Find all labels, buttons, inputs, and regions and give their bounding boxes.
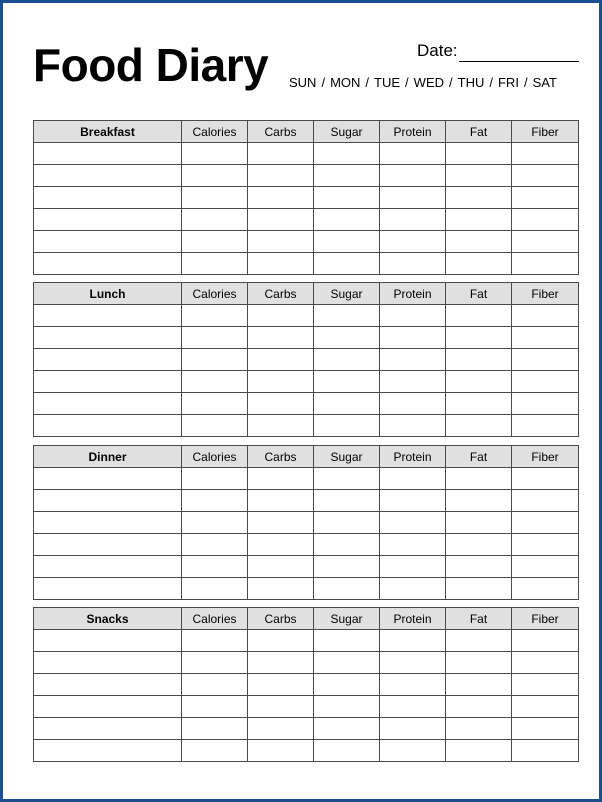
- breakfast-heading: Breakfast: [34, 121, 182, 143]
- food-entry-cell[interactable]: [34, 415, 182, 437]
- nutrient-entry-cell[interactable]: [314, 187, 380, 209]
- food-entry-cell[interactable]: [34, 652, 182, 674]
- column-header-carbs: Carbs: [248, 446, 314, 468]
- nutrient-entry-cell[interactable]: [446, 349, 512, 371]
- food-entry-cell[interactable]: [34, 534, 182, 556]
- nutrient-entry-cell[interactable]: [446, 187, 512, 209]
- nutrient-entry-cell[interactable]: [380, 740, 446, 762]
- nutrient-entry-cell[interactable]: [512, 393, 579, 415]
- nutrient-entry-cell[interactable]: [314, 674, 380, 696]
- nutrient-entry-cell[interactable]: [248, 578, 314, 600]
- nutrient-entry-cell[interactable]: [314, 371, 380, 393]
- nutrient-entry-cell[interactable]: [380, 415, 446, 437]
- nutrient-entry-cell[interactable]: [314, 327, 380, 349]
- table-row: [34, 231, 579, 253]
- nutrient-entry-cell[interactable]: [380, 253, 446, 275]
- nutrient-entry-cell[interactable]: [314, 143, 380, 165]
- nutrient-entry-cell[interactable]: [512, 209, 579, 231]
- table-row: [34, 556, 579, 578]
- nutrient-entry-cell[interactable]: [446, 253, 512, 275]
- nutrient-entry-cell[interactable]: [512, 468, 579, 490]
- nutrient-entry-cell[interactable]: [380, 468, 446, 490]
- nutrient-entry-cell[interactable]: [512, 556, 579, 578]
- nutrient-entry-cell[interactable]: [512, 534, 579, 556]
- date-write-line[interactable]: [459, 61, 579, 62]
- nutrient-entry-cell[interactable]: [512, 165, 579, 187]
- nutrient-entry-cell[interactable]: [248, 231, 314, 253]
- table-row: [34, 327, 579, 349]
- nutrient-entry-cell[interactable]: [182, 187, 248, 209]
- nutrient-entry-cell[interactable]: [380, 718, 446, 740]
- column-header-fiber: Fiber: [512, 608, 579, 630]
- table-row: [34, 187, 579, 209]
- table-row: [34, 718, 579, 740]
- table-row: [34, 696, 579, 718]
- nutrient-entry-cell[interactable]: [446, 630, 512, 652]
- nutrient-entry-cell[interactable]: [446, 652, 512, 674]
- nutrient-entry-cell[interactable]: [446, 415, 512, 437]
- food-entry-cell[interactable]: [34, 718, 182, 740]
- nutrient-entry-cell[interactable]: [248, 534, 314, 556]
- nutrient-entry-cell[interactable]: [380, 652, 446, 674]
- column-header-carbs: Carbs: [248, 283, 314, 305]
- table-row: [34, 630, 579, 652]
- column-header-calories: Calories: [182, 446, 248, 468]
- nutrient-entry-cell[interactable]: [182, 630, 248, 652]
- food-entry-cell[interactable]: [34, 209, 182, 231]
- nutrient-entry-cell[interactable]: [182, 696, 248, 718]
- nutrient-entry-cell[interactable]: [314, 253, 380, 275]
- nutrient-entry-cell[interactable]: [512, 253, 579, 275]
- day-separator: /: [365, 75, 370, 90]
- lunch-header-row: [34, 283, 579, 305]
- nutrient-entry-cell[interactable]: [182, 578, 248, 600]
- table-row: [34, 143, 579, 165]
- column-header-protein: Protein: [380, 446, 446, 468]
- nutrient-entry-cell[interactable]: [182, 143, 248, 165]
- food-entry-cell[interactable]: [34, 740, 182, 762]
- table-row: [34, 371, 579, 393]
- nutrient-entry-cell[interactable]: [182, 534, 248, 556]
- table-row: [34, 209, 579, 231]
- nutrient-entry-cell[interactable]: [446, 468, 512, 490]
- table-row: [34, 393, 579, 415]
- day-option-thu[interactable]: THU: [457, 75, 485, 90]
- nutrient-entry-cell[interactable]: [380, 556, 446, 578]
- column-header-sugar: Sugar: [314, 121, 380, 143]
- nutrient-entry-cell[interactable]: [380, 231, 446, 253]
- nutrient-entry-cell[interactable]: [512, 143, 579, 165]
- nutrient-entry-cell[interactable]: [314, 165, 380, 187]
- nutrient-entry-cell[interactable]: [512, 740, 579, 762]
- nutrient-entry-cell[interactable]: [512, 652, 579, 674]
- breakfast-table: [33, 120, 579, 275]
- nutrient-entry-cell[interactable]: [248, 165, 314, 187]
- nutrient-entry-cell[interactable]: [380, 165, 446, 187]
- nutrient-entry-cell[interactable]: [182, 740, 248, 762]
- nutrient-entry-cell[interactable]: [248, 674, 314, 696]
- nutrient-entry-cell[interactable]: [446, 512, 512, 534]
- table-row: [34, 305, 579, 327]
- day-option-tue[interactable]: TUE: [374, 75, 401, 90]
- food-entry-cell[interactable]: [34, 512, 182, 534]
- nutrient-entry-cell[interactable]: [446, 696, 512, 718]
- food-entry-cell[interactable]: [34, 468, 182, 490]
- column-header-fiber: Fiber: [512, 446, 579, 468]
- dinner-header-row: [34, 446, 579, 468]
- nutrient-entry-cell[interactable]: [314, 630, 380, 652]
- column-header-carbs: Carbs: [248, 608, 314, 630]
- nutrient-entry-cell[interactable]: [182, 253, 248, 275]
- nutrient-entry-cell[interactable]: [380, 674, 446, 696]
- column-header-fat: Fat: [446, 608, 512, 630]
- nutrient-entry-cell[interactable]: [446, 165, 512, 187]
- nutrient-entry-cell[interactable]: [182, 652, 248, 674]
- food-entry-cell[interactable]: [34, 143, 182, 165]
- food-entry-cell[interactable]: [34, 696, 182, 718]
- nutrient-entry-cell[interactable]: [248, 371, 314, 393]
- nutrient-entry-cell[interactable]: [512, 231, 579, 253]
- column-header-fat: Fat: [446, 283, 512, 305]
- day-separator: /: [449, 75, 453, 90]
- nutrient-entry-cell[interactable]: [182, 209, 248, 231]
- day-option-wed[interactable]: WED: [413, 75, 445, 90]
- nutrient-entry-cell[interactable]: [182, 327, 248, 349]
- nutrient-entry-cell[interactable]: [248, 305, 314, 327]
- column-header-fiber: Fiber: [512, 283, 579, 305]
- day-option-mon[interactable]: MON: [330, 75, 361, 90]
- nutrient-entry-cell[interactable]: [512, 371, 579, 393]
- column-header-protein: Protein: [380, 283, 446, 305]
- dinner-heading: Dinner: [34, 446, 182, 468]
- nutrient-entry-cell[interactable]: [380, 371, 446, 393]
- food-entry-cell[interactable]: [34, 393, 182, 415]
- column-header-calories: Calories: [182, 283, 248, 305]
- column-header-sugar: Sugar: [314, 283, 380, 305]
- nutrient-entry-cell[interactable]: [314, 393, 380, 415]
- food-entry-cell[interactable]: [34, 490, 182, 512]
- snacks-heading: Snacks: [34, 608, 182, 630]
- nutrient-entry-cell[interactable]: [446, 209, 512, 231]
- nutrient-entry-cell[interactable]: [314, 209, 380, 231]
- nutrient-entry-cell[interactable]: [182, 165, 248, 187]
- nutrient-entry-cell[interactable]: [182, 305, 248, 327]
- nutrient-entry-cell[interactable]: [314, 556, 380, 578]
- nutrient-entry-cell[interactable]: [380, 349, 446, 371]
- nutrient-entry-cell[interactable]: [182, 393, 248, 415]
- table-row: [34, 253, 579, 275]
- nutrient-entry-cell[interactable]: [446, 327, 512, 349]
- day-option-sat[interactable]: SAT: [532, 75, 557, 90]
- table-row: [34, 578, 579, 600]
- nutrient-entry-cell[interactable]: [248, 253, 314, 275]
- nutrient-entry-cell[interactable]: [314, 652, 380, 674]
- nutrient-entry-cell[interactable]: [248, 556, 314, 578]
- table-row: [34, 512, 579, 534]
- lunch-table: [33, 282, 579, 437]
- nutrient-entry-cell[interactable]: [182, 371, 248, 393]
- nutrient-entry-cell[interactable]: [512, 578, 579, 600]
- nutrient-entry-cell[interactable]: [446, 231, 512, 253]
- nutrient-entry-cell[interactable]: [380, 696, 446, 718]
- nutrient-entry-cell[interactable]: [512, 674, 579, 696]
- nutrient-entry-cell[interactable]: [380, 490, 446, 512]
- nutrient-entry-cell[interactable]: [380, 534, 446, 556]
- nutrient-entry-cell[interactable]: [248, 349, 314, 371]
- column-header-calories: Calories: [182, 121, 248, 143]
- column-header-protein: Protein: [380, 121, 446, 143]
- food-entry-cell[interactable]: [34, 187, 182, 209]
- nutrient-entry-cell[interactable]: [248, 696, 314, 718]
- nutrient-entry-cell[interactable]: [512, 187, 579, 209]
- day-separator: /: [405, 75, 409, 90]
- nutrient-entry-cell[interactable]: [182, 674, 248, 696]
- nutrient-entry-cell[interactable]: [314, 578, 380, 600]
- nutrient-entry-cell[interactable]: [512, 696, 579, 718]
- dinner-table: [33, 445, 579, 600]
- nutrient-entry-cell[interactable]: [182, 490, 248, 512]
- nutrient-entry-cell[interactable]: [446, 740, 512, 762]
- nutrient-entry-cell[interactable]: [248, 490, 314, 512]
- nutrient-entry-cell[interactable]: [314, 349, 380, 371]
- nutrient-entry-cell[interactable]: [314, 696, 380, 718]
- nutrient-entry-cell[interactable]: [446, 143, 512, 165]
- nutrient-entry-cell[interactable]: [446, 305, 512, 327]
- nutrient-entry-cell[interactable]: [314, 468, 380, 490]
- lunch-heading: Lunch: [34, 283, 182, 305]
- day-option-sun[interactable]: SUN: [289, 75, 317, 90]
- nutrient-entry-cell[interactable]: [314, 512, 380, 534]
- nutrient-entry-cell[interactable]: [248, 512, 314, 534]
- nutrient-entry-cell[interactable]: [512, 490, 579, 512]
- table-row: [34, 652, 579, 674]
- nutrient-entry-cell[interactable]: [512, 512, 579, 534]
- nutrient-entry-cell[interactable]: [182, 468, 248, 490]
- food-entry-cell[interactable]: [34, 253, 182, 275]
- page-title: Food Diary: [33, 39, 269, 91]
- nutrient-entry-cell[interactable]: [248, 415, 314, 437]
- nutrient-entry-cell[interactable]: [446, 674, 512, 696]
- column-header-fat: Fat: [446, 121, 512, 143]
- nutrient-entry-cell[interactable]: [182, 231, 248, 253]
- nutrient-entry-cell[interactable]: [248, 143, 314, 165]
- nutrient-entry-cell[interactable]: [446, 534, 512, 556]
- nutrient-entry-cell[interactable]: [314, 415, 380, 437]
- nutrient-entry-cell[interactable]: [248, 652, 314, 674]
- column-header-carbs: Carbs: [248, 121, 314, 143]
- column-header-calories: Calories: [182, 608, 248, 630]
- food-entry-cell[interactable]: [34, 371, 182, 393]
- nutrient-entry-cell[interactable]: [314, 534, 380, 556]
- food-entry-cell[interactable]: [34, 578, 182, 600]
- food-entry-cell[interactable]: [34, 305, 182, 327]
- nutrient-entry-cell[interactable]: [380, 630, 446, 652]
- nutrient-entry-cell[interactable]: [248, 718, 314, 740]
- food-entry-cell[interactable]: [34, 327, 182, 349]
- nutrient-entry-cell[interactable]: [248, 630, 314, 652]
- nutrient-entry-cell[interactable]: [182, 556, 248, 578]
- nutrient-entry-cell[interactable]: [512, 349, 579, 371]
- column-header-sugar: Sugar: [314, 608, 380, 630]
- column-header-sugar: Sugar: [314, 446, 380, 468]
- nutrient-entry-cell[interactable]: [314, 305, 380, 327]
- nutrient-entry-cell[interactable]: [446, 718, 512, 740]
- nutrient-entry-cell[interactable]: [446, 490, 512, 512]
- nutrient-entry-cell[interactable]: [248, 468, 314, 490]
- nutrient-entry-cell[interactable]: [314, 740, 380, 762]
- column-header-protein: Protein: [380, 608, 446, 630]
- nutrient-entry-cell[interactable]: [314, 231, 380, 253]
- nutrient-entry-cell[interactable]: [380, 305, 446, 327]
- table-row: [34, 165, 579, 187]
- nutrient-entry-cell[interactable]: [248, 740, 314, 762]
- nutrient-entry-cell[interactable]: [380, 393, 446, 415]
- nutrient-entry-cell[interactable]: [248, 327, 314, 349]
- nutrient-entry-cell[interactable]: [512, 718, 579, 740]
- nutrient-entry-cell[interactable]: [380, 209, 446, 231]
- nutrient-entry-cell[interactable]: [446, 371, 512, 393]
- nutrient-entry-cell[interactable]: [380, 578, 446, 600]
- table-row: [34, 468, 579, 490]
- table-row: [34, 490, 579, 512]
- column-header-fiber: Fiber: [512, 121, 579, 143]
- nutrient-entry-cell[interactable]: [248, 393, 314, 415]
- nutrient-entry-cell[interactable]: [512, 630, 579, 652]
- nutrient-entry-cell[interactable]: [512, 305, 579, 327]
- nutrient-entry-cell[interactable]: [182, 718, 248, 740]
- nutrient-entry-cell[interactable]: [380, 187, 446, 209]
- table-row: [34, 674, 579, 696]
- day-of-week-selector: [289, 75, 557, 90]
- nutrient-entry-cell[interactable]: [182, 512, 248, 534]
- date-field[interactable]: [417, 41, 579, 63]
- day-option-fri[interactable]: FRI: [497, 75, 519, 90]
- day-separator: /: [489, 75, 493, 90]
- nutrient-entry-cell[interactable]: [380, 327, 446, 349]
- day-separator: /: [523, 75, 528, 90]
- date-label: Date:: [417, 41, 458, 60]
- food-entry-cell[interactable]: [34, 556, 182, 578]
- nutrient-entry-cell[interactable]: [248, 187, 314, 209]
- nutrient-entry-cell[interactable]: [182, 415, 248, 437]
- table-row: [34, 740, 579, 762]
- food-entry-cell[interactable]: [34, 349, 182, 371]
- food-entry-cell[interactable]: [34, 674, 182, 696]
- food-entry-cell[interactable]: [34, 231, 182, 253]
- column-header-fat: Fat: [446, 446, 512, 468]
- breakfast-header-row: [34, 121, 579, 143]
- table-row: [34, 349, 579, 371]
- nutrient-entry-cell[interactable]: [380, 143, 446, 165]
- nutrient-entry-cell[interactable]: [446, 556, 512, 578]
- nutrient-entry-cell[interactable]: [512, 327, 579, 349]
- day-separator: /: [321, 75, 326, 90]
- food-entry-cell[interactable]: [34, 630, 182, 652]
- nutrient-entry-cell[interactable]: [380, 512, 446, 534]
- nutrient-entry-cell[interactable]: [248, 209, 314, 231]
- nutrient-entry-cell[interactable]: [314, 718, 380, 740]
- table-row: [34, 534, 579, 556]
- food-entry-cell[interactable]: [34, 165, 182, 187]
- nutrient-entry-cell[interactable]: [314, 490, 380, 512]
- snacks-table: [33, 607, 579, 762]
- nutrient-entry-cell[interactable]: [512, 415, 579, 437]
- nutrient-entry-cell[interactable]: [446, 393, 512, 415]
- snacks-header-row: [34, 608, 579, 630]
- nutrient-entry-cell[interactable]: [182, 349, 248, 371]
- table-row: [34, 415, 579, 437]
- nutrient-entry-cell[interactable]: [446, 578, 512, 600]
